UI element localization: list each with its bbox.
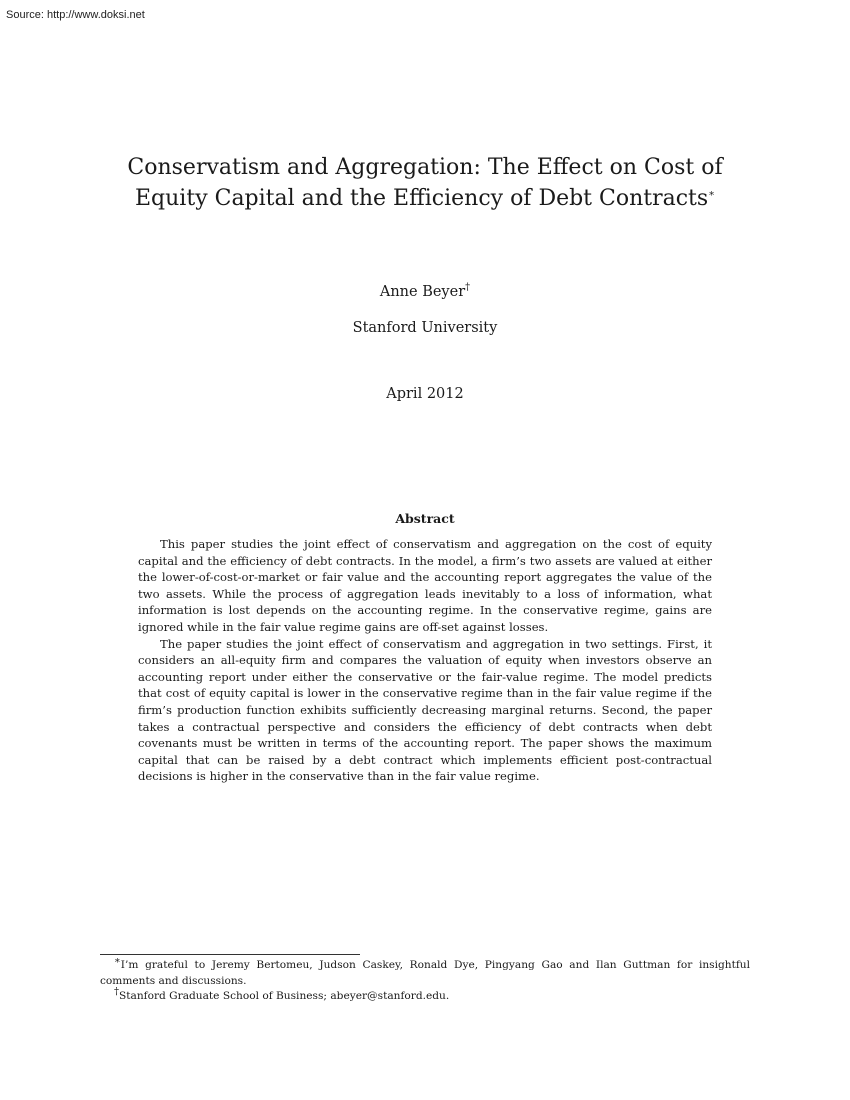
abstract-paragraph: This paper studies the joint effect of conservatism and aggregation on the cost of equity capital and the efficiency of debt contracts. In the model, a firm’s two assets are valued at either the lower-of-cost-or-market or fair value and the accounting report aggregates the value of the two assets. While the process of aggregation leads inevitably to a loss of information, what information is lost depends on the accounting regime. In the conservative regime, gains are ignored while in the fair value regime gains are off-set against losses. xyxy=(138,537,712,634)
affiliation: Stanford University xyxy=(352,320,498,336)
footnote xyxy=(100,955,750,989)
footnote-mark: † xyxy=(114,986,119,998)
footnote xyxy=(100,986,750,1005)
footnote-rule xyxy=(100,954,360,955)
footnote-text: Stanford Graduate School of Business; abeyer@stanford.edu. xyxy=(119,990,450,1002)
author xyxy=(0,284,850,300)
footnotes xyxy=(100,955,750,1005)
author-footnote-mark: † xyxy=(465,282,471,294)
footnote-mark: ∗ xyxy=(114,955,121,967)
abstract-heading: Abstract xyxy=(395,511,455,526)
title-text: Conservatism and Aggregation: The Effect on Cost of Equity Capital and the Efficiency of Debt Contracts xyxy=(127,155,723,211)
source-url: Source: http://www.doksi.net xyxy=(6,9,145,21)
footnote-text: I’m grateful to Jeremy Bertomeu, Judson Caskey, Ronald Dye, Pingyang Gao and Ilan Guttman for insightful comments and discussions. xyxy=(100,959,750,987)
abstract-body xyxy=(138,536,712,785)
author-name: Anne Beyer xyxy=(379,284,466,300)
title-footnote-mark: ∗ xyxy=(708,188,715,200)
date: April 2012 xyxy=(386,386,464,402)
paper-title xyxy=(100,152,750,214)
abstract-paragraph: The paper studies the joint effect of conservatism and aggregation in two settings. First, it considers an all-equity firm and compares the valuation of equity when investors observe an accounting report under either the conservative or the fair-value regime. The model predicts that cost of equity capital is lower in the conservative regime than in the fair value regime if the firm’s production function exhibits sufficiently decreasing marginal returns. Second, the paper takes a contractual perspective and considers the efficiency of debt contracts when debt covenants must be written in terms of the accounting report. The paper shows the maximum capital that can be raised by a debt contract which implements efficient post-contractual decisions is higher in the conservative than in the fair value regime. xyxy=(138,636,712,784)
